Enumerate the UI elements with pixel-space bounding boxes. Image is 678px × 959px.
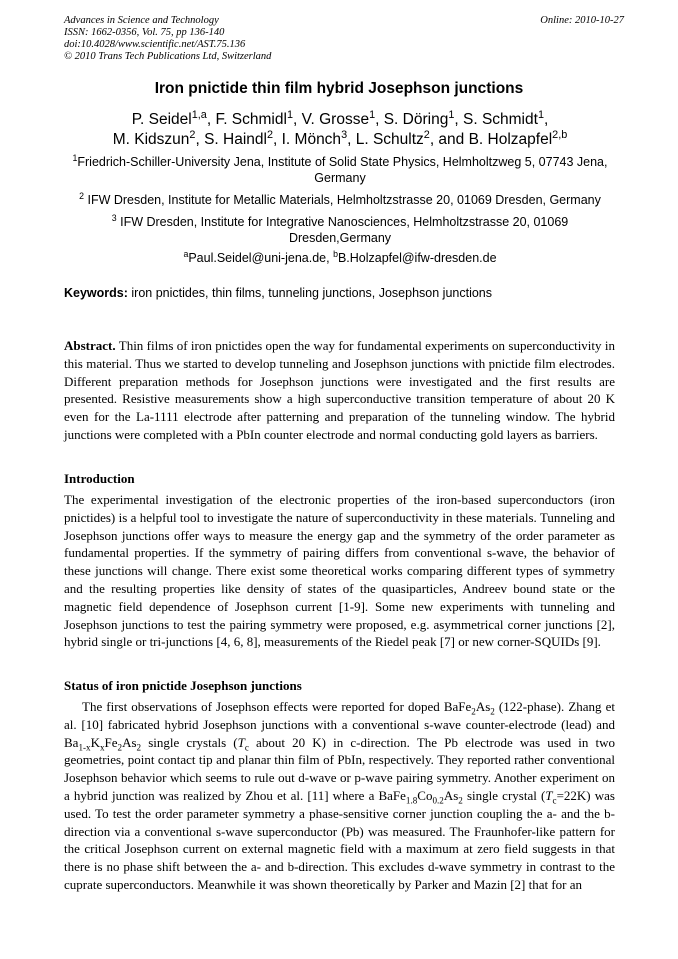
body-text: Co bbox=[417, 787, 433, 803]
email-link[interactable]: Paul.Seidel@uni-jena.de, bbox=[188, 251, 334, 265]
subscript: 2 bbox=[136, 742, 142, 753]
author-affiliation-mark: 1 bbox=[537, 108, 544, 121]
abstract-text: Thin films of iron pnictides open the way for fundamental experiments on superconductivity in this material. Thus we started to develop tunneling and Josephson junctions with pnictide film electrodes. Different preparation methods for Josephson junctions were investigated and the first results are presented. Resistive measurements show a high superconductive transition temperature of about 20 K even for the La-1111 electrode after patterning and preparation of the tunneling window. The hybrid junctions were completed with a PbIn counter electrode and normal conducting gold layers as barriers. bbox=[64, 338, 615, 442]
author-name: , L. Schultz bbox=[347, 131, 424, 148]
body-text: =22K) was used. To test the order parameter symmetry a phase-sensitive corner junction coupling the a- and the b-direction via a conventional s-wave superconductor (Pb) was measured. The Fraunhofer-like pattern for the critical Josephson current on external magnetic field with a maximum at zero field suggests in that there is no phase shift between the a- and b-direction. This excludes d-wave symmetry in contrast to the cuprate superconductors. Meanwhile it was shown theoretically by Parker and Mazin [2] that for an bbox=[64, 787, 615, 892]
author-name: , F. Schmidl bbox=[206, 111, 287, 128]
affiliation-3 bbox=[60, 214, 620, 246]
subscript: 2 bbox=[471, 706, 476, 717]
affiliation-text: Friedrich-Schiller-University Jena, Institute of Solid State Physics, Helmholtzweg 5, 07743 Jena, bbox=[77, 155, 608, 169]
author-name: , S. Haindl bbox=[195, 131, 267, 148]
status-paragraph bbox=[64, 698, 615, 894]
keywords bbox=[64, 286, 492, 300]
body-text: As bbox=[475, 699, 491, 714]
affiliation-mark: 3 bbox=[111, 212, 117, 223]
keywords-text: iron pnictides, thin films, tunneling junctions, Josephson junctions bbox=[127, 286, 492, 300]
author-line-2 bbox=[60, 130, 620, 150]
body-text: Fe bbox=[104, 734, 118, 750]
abstract bbox=[64, 337, 615, 444]
body-text: As bbox=[122, 734, 137, 750]
author-name: , V. Grosse bbox=[292, 111, 370, 128]
affiliation-text: IFW Dresden, Institute for Metallic Materials, Helmholtzstrasse 20, 01069 Dresden, Germany bbox=[84, 193, 601, 207]
keywords-label: Keywords: bbox=[64, 286, 128, 300]
subscript: x bbox=[99, 742, 105, 753]
author-affiliation-mark: 1,a bbox=[191, 108, 207, 121]
journal-name: Advances in Science and Technology bbox=[64, 15, 219, 26]
affiliation-text: IFW Dresden, Institute for Integrative Nanosciences, Helmholtzstrasse 20, 01069 bbox=[116, 215, 569, 229]
body-text: As bbox=[443, 787, 459, 803]
affiliation-text: Dresden,Germany bbox=[288, 231, 392, 245]
body-text: about 20 K) in c-direction. The Pb electrode was used in two geometries, point contact tip and planar thin film of PbIn, respectively. They reported rather conventional Josephson behavior which seems to rule out d-wave or p-wave pairing symmetry. Another experiment on a hybrid junction was realized by Zhou et al. [11] where a BaFe bbox=[64, 734, 616, 803]
author-name: , I. Mönch bbox=[273, 131, 342, 148]
subscript: 1.8 bbox=[405, 795, 418, 806]
body-text: single crystal ( bbox=[462, 787, 546, 803]
affiliation-mark: 2 bbox=[79, 190, 84, 201]
author-affiliation-mark: 2 bbox=[266, 128, 273, 141]
italic-symbol: T bbox=[237, 734, 245, 750]
author-name: , and B. Holzapfel bbox=[429, 131, 553, 148]
subscript: 1-x bbox=[78, 742, 91, 753]
issn-line: ISSN: 1662-0356, Vol. 75, pp 136-140 bbox=[64, 27, 225, 38]
subscript: 0.2 bbox=[432, 795, 444, 806]
copyright-line: © 2010 Trans Tech Publications Ltd, Switzerland bbox=[64, 51, 272, 62]
online-date: Online: 2010-10-27 bbox=[540, 15, 624, 26]
email-mark: b bbox=[333, 248, 338, 259]
author-list bbox=[60, 110, 620, 150]
section-heading-status: Status of iron pnictide Josephson junctions bbox=[64, 678, 302, 693]
journal-header bbox=[64, 15, 624, 63]
author-line-1 bbox=[60, 110, 620, 130]
section-heading-introduction: Introduction bbox=[64, 471, 135, 486]
affiliation-1 bbox=[60, 154, 620, 186]
author-separator: , bbox=[543, 111, 549, 128]
email-mark: a bbox=[183, 248, 189, 259]
paper-title: Iron pnictide thin film hybrid Josephson junctions bbox=[154, 80, 524, 97]
body-text: The first observations of Josephson effects were reported for doped BaFe bbox=[82, 699, 472, 714]
affiliation-2 bbox=[60, 192, 620, 208]
author-name: P. Seidel bbox=[131, 111, 192, 128]
contact-emails bbox=[60, 250, 620, 266]
subscript: 2 bbox=[117, 742, 123, 753]
author-affiliation-mark: 1 bbox=[286, 108, 293, 121]
author-name: , S. Döring bbox=[375, 111, 449, 128]
subscript: 2 bbox=[490, 706, 495, 717]
body-text: K bbox=[90, 734, 100, 750]
subscript: c bbox=[244, 742, 249, 753]
email-link[interactable]: B.Holzapfel@ifw-dresden.de bbox=[337, 251, 497, 265]
doi-line: doi:10.4028/www.scientific.net/AST.75.136 bbox=[64, 39, 246, 50]
introduction-paragraph: The experimental investigation of the electronic properties of the iron-based superconductors (iron pnictides) is a helpful tool to investigate the nature of superconductivity in these materials. Tunneling and Josephson junctions offer ways to measure the energy gap and the symmetry of the order parameter as fundamental properties. If the symmetry of pairing differs from conventional s-wave, the behavior of these junctions will change. There exist some theoretical works comparing different types of symmetry and the resulting properties like density of states of the quasiparticles, Andreev bound state or the magnetic field dependence of Josephson current [1-9]. Some new experiments with tunneling and Josephson junctions to test the pairing symmetry were proposed, e.g. asymmetrical corner junctions [2], hybrid single or tri-junctions [4, 6, 8], measurements of the Riedel peak [7] or new corner-SQUIDs [9]. bbox=[64, 492, 615, 650]
affiliation-mark: 1 bbox=[72, 152, 78, 163]
subscript: c bbox=[552, 795, 557, 806]
author-affiliation-mark: 2,b bbox=[552, 128, 568, 141]
affiliation-text: Germany bbox=[314, 171, 366, 185]
body-text: (122-phase). Zhang et al. [10] fabricated hybrid Josephson junctions with a conventional s-wave counter-electrode (lead) and Ba bbox=[64, 699, 615, 750]
author-affiliation-mark: 2 bbox=[423, 128, 430, 141]
author-affiliation-mark: 2 bbox=[189, 128, 196, 141]
author-affiliation-mark: 1 bbox=[369, 108, 376, 121]
abstract-label: Abstract. bbox=[64, 338, 116, 353]
italic-symbol: T bbox=[545, 787, 553, 803]
body-text: single crystals ( bbox=[141, 734, 238, 750]
author-name: M. Kidszun bbox=[112, 131, 190, 148]
author-name: , S. Schmidt bbox=[454, 111, 538, 128]
subscript: 2 bbox=[458, 795, 463, 806]
author-affiliation-mark: 3 bbox=[341, 128, 348, 141]
author-affiliation-mark: 1 bbox=[448, 108, 455, 121]
